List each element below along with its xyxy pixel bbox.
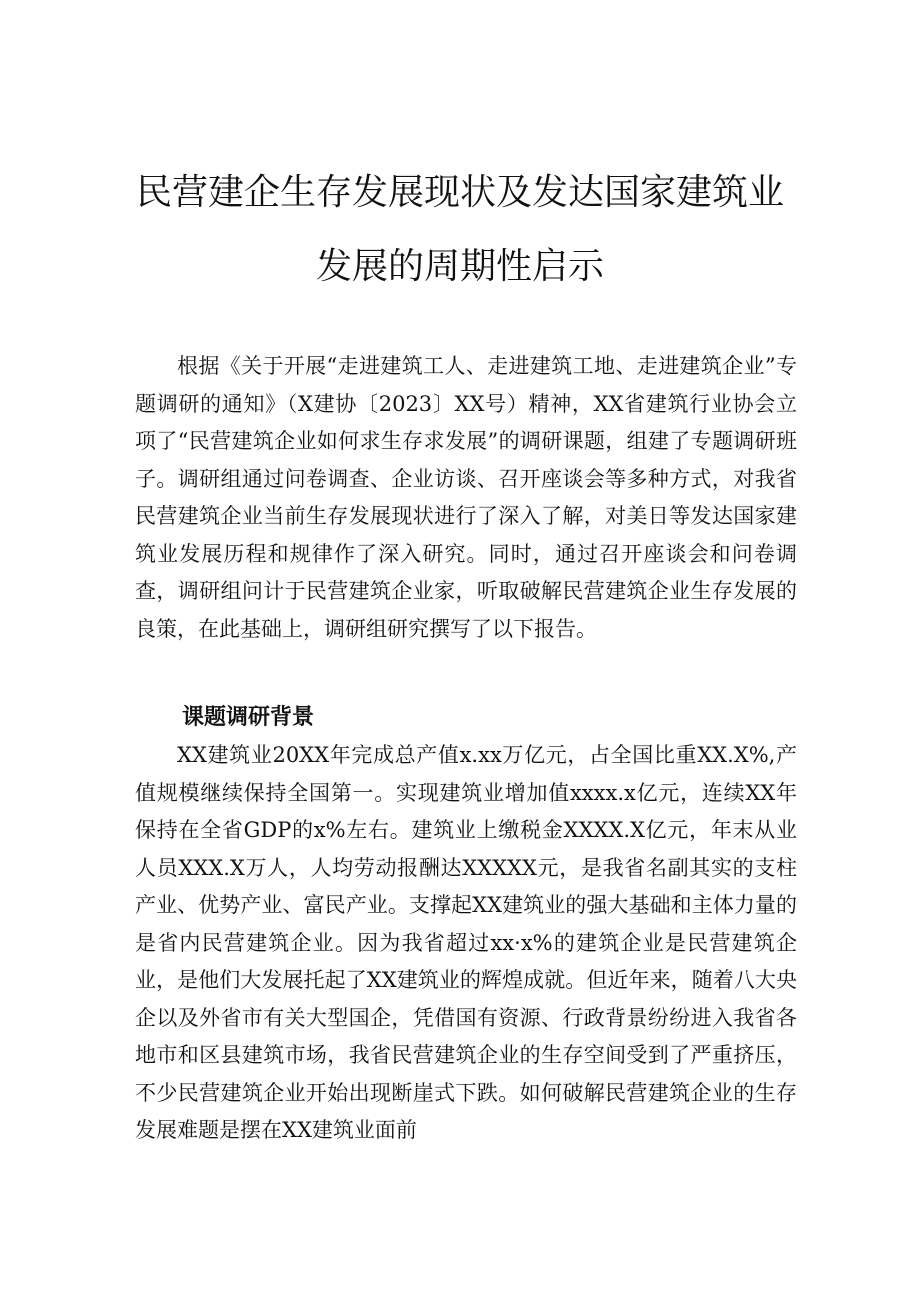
section-heading: 课题调研背景 <box>182 705 315 730</box>
background-paragraph: XX建筑业20XX年完成总产值x.xx万亿元，占全国比重XX.X%,产值规模继续保持全国第一。实现建筑业增加值xxxx.x亿元，连续XX年保持在全省GDP的x%左右。建筑业上缴税金XXXX.X亿元，年末从业人员XXX.X万人，人均劳动报酬达XXXXX元，是我省名副其实的支柱产业、优势产业、富民产业。支撑起XX建筑业的强大基础和主体力量的是省内民营建筑企业。因为我省超过xx·x%的建筑企业是民营建筑企业，是他们大发展托起了XX建筑业的辉煌成就。但近年来，随着八大央企以及外省市有关大型国企，凭借国有资源、行政背景纷纷进入我省各地市和区县建筑市场，我省民营建筑企业的生存空间受到了严重挤压，不少民营建筑企业开始出现断崖式下跌。如何破解民营建筑企业的生存发展难题是摆在XX建筑业面前 <box>135 743 797 1142</box>
intro-paragraph: 根据《关于开展“走进建筑工人、走进建筑工地、走进建筑企业”专题调研的通知》（X建协〔2023〕XX号）精神，XX省建筑行业协会立项了“民营建筑企业如何求生存求发展”的调研课题，组建了专题调研班子。调研组通过问卷调查、企业访谈、召开座谈会等多种方式，对我省民营建筑企业当前生存发展现状进行了深入了解，对美日等发达国家建筑业发展历程和规律作了深入研究。同时，通过召开座谈会和问卷调查，调研组问计于民营建筑企业家，听取破解民营建筑企业生存发展的良策，在此基础上，调研组研究撰写了以下报告。 <box>135 354 797 641</box>
document-title-line-2: 发展的周期性启示 <box>315 246 604 287</box>
document-title-line-1: 民营建企生存发展现状及发达国家建筑业 <box>135 172 784 213</box>
